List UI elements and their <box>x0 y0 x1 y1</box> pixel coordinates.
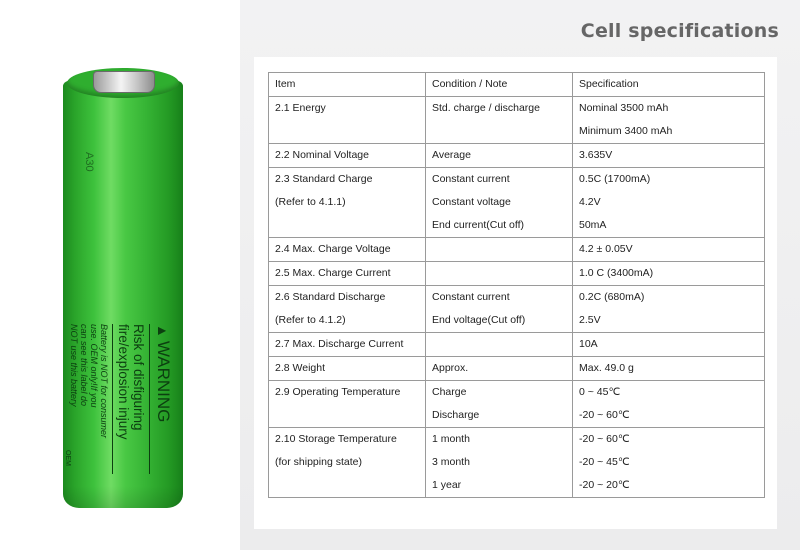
cell-condition-line <box>432 333 566 356</box>
cell-condition <box>426 262 573 286</box>
cell-specification-line: 0.2C (680mA) <box>579 291 645 303</box>
cell-specification-line: 4.2V <box>579 196 601 208</box>
cell-condition <box>426 357 573 381</box>
cell-item-line: 2.1 Energy <box>275 102 326 114</box>
cell-condition-line: Constant voltage <box>432 196 511 208</box>
oem-label: OEM <box>64 450 71 466</box>
table-row <box>269 286 765 333</box>
table-row <box>269 428 765 498</box>
cell-condition-line: Std. charge / discharge <box>432 102 540 114</box>
cell-specification <box>573 262 765 286</box>
warning-small-1: Battery is NOT for consumer <box>99 324 109 439</box>
table-header-row <box>269 73 765 97</box>
warning-title: WARNING <box>154 340 173 423</box>
cell-item <box>269 144 426 168</box>
table-row <box>269 238 765 262</box>
header-item: Item <box>269 73 426 97</box>
cell-specification-line: -20 ~ 20℃ <box>579 479 630 491</box>
battery-bottom <box>63 486 183 508</box>
cell-condition-line: Average <box>432 149 471 161</box>
cell-condition <box>426 144 573 168</box>
cell-specification-line: 50mA <box>579 219 607 231</box>
cell-item-line: 2.3 Standard Charge <box>275 173 373 185</box>
table-row <box>269 357 765 381</box>
battery-positive-terminal <box>93 71 155 93</box>
cell-condition <box>426 333 573 357</box>
cell-item-line: 2.9 Operating Temperature <box>275 386 401 398</box>
cell-specification-line: 2.5V <box>579 314 601 326</box>
cell-item <box>269 333 426 357</box>
cell-condition-line: 1 month <box>432 433 470 445</box>
cell-condition-line: 3 month <box>432 456 470 468</box>
cell-condition <box>426 238 573 262</box>
warning-small-4: NOT use this battery <box>69 324 79 407</box>
cell-item-line: (Refer to 4.1.1) <box>275 196 346 208</box>
cell-condition-line: Charge <box>432 386 467 398</box>
table-row <box>269 144 765 168</box>
cell-specification <box>573 238 765 262</box>
cell-specification <box>573 381 765 428</box>
warning-small-2: use. OEM only!If you <box>89 324 99 408</box>
cell-condition <box>426 286 573 333</box>
cell-specification <box>573 286 765 333</box>
cell-specification-line: -20 ~ 60℃ <box>579 433 630 445</box>
cell-specification <box>573 333 765 357</box>
table-row <box>269 333 765 357</box>
cell-item <box>269 428 426 498</box>
warning-divider <box>149 324 150 474</box>
cell-item-line: 2.6 Standard Discharge <box>275 291 386 303</box>
cell-condition-line: Discharge <box>432 409 480 421</box>
cell-specification <box>573 144 765 168</box>
cell-specification <box>573 357 765 381</box>
cell-condition-line: Constant current <box>432 173 510 185</box>
cell-specification-line: 10A <box>579 338 598 350</box>
cell-condition <box>426 97 573 144</box>
cell-item-line: 2.2 Nominal Voltage <box>275 149 369 161</box>
cell-specification-line: 4.2 ± 0.05V <box>579 243 633 255</box>
cell-item <box>269 262 426 286</box>
cell-condition-line: End current(Cut off) <box>432 219 525 231</box>
cell-condition <box>426 428 573 498</box>
spec-table-body <box>269 97 765 498</box>
cell-condition-line: Constant current <box>432 291 510 303</box>
header-specification: Specification <box>573 73 765 97</box>
battery-model-label: A30 <box>83 152 95 172</box>
cell-specification-line: -20 ~ 45℃ <box>579 456 630 468</box>
cell-specification <box>573 97 765 144</box>
cell-item <box>269 97 426 144</box>
cell-specification-line: Minimum 3400 mAh <box>579 125 673 137</box>
warning-small-3: can see this label do <box>79 324 89 407</box>
warning-divider <box>112 324 113 474</box>
header-condition: Condition / Note <box>426 73 573 97</box>
cell-specification-line: -20 ~ 60℃ <box>579 409 630 421</box>
cell-item <box>269 286 426 333</box>
cell-item-line: (for shipping state) <box>275 456 362 468</box>
cell-condition-line <box>432 238 566 261</box>
cell-item-line: 2.8 Weight <box>275 362 326 374</box>
cell-item-line: 2.4 Max. Charge Voltage <box>275 243 391 255</box>
battery-cell-image <box>63 66 183 514</box>
cell-specification-line: Max. 49.0 g <box>579 362 634 374</box>
cell-item <box>269 168 426 238</box>
cell-item-line: 2.10 Storage Temperature <box>275 433 397 445</box>
cell-condition-line: 1 year <box>432 479 462 491</box>
cell-condition-line: Approx. <box>432 362 469 374</box>
cell-specification-line: Nominal 3500 mAh <box>579 102 669 114</box>
warning-line-1: Risk of disfiguring <box>131 324 146 431</box>
battery-warning-label <box>63 322 183 474</box>
cell-condition-line: End voltage(Cut off) <box>432 314 526 326</box>
table-row <box>269 168 765 238</box>
cell-condition <box>426 168 573 238</box>
table-row <box>269 97 765 144</box>
spec-table <box>268 72 765 498</box>
cell-specification-line: 1.0 C (3400mA) <box>579 267 654 279</box>
warning-heading <box>153 324 173 474</box>
cell-item <box>269 238 426 262</box>
cell-specification-line: 0.5C (1700mA) <box>579 173 651 185</box>
cell-item-line: 2.5 Max. Charge Current <box>275 267 391 279</box>
cell-item-line: 2.7 Max. Discharge Current <box>275 338 404 350</box>
cell-specification <box>573 428 765 498</box>
cell-condition <box>426 381 573 428</box>
table-row <box>269 381 765 428</box>
cell-item-line: (Refer to 4.1.2) <box>275 314 346 326</box>
warning-line-2: fire/explosion injury <box>116 324 131 440</box>
page-title: Cell specifications <box>580 20 779 42</box>
cell-specification-line: 3.635V <box>579 149 613 161</box>
cell-condition-line <box>432 262 566 285</box>
table-row <box>269 262 765 286</box>
cell-item <box>269 357 426 381</box>
cell-specification <box>573 168 765 238</box>
cell-specification-line: 0 ~ 45℃ <box>579 386 621 398</box>
warning-triangle-icon: ▲ <box>155 324 171 338</box>
cell-item <box>269 381 426 428</box>
